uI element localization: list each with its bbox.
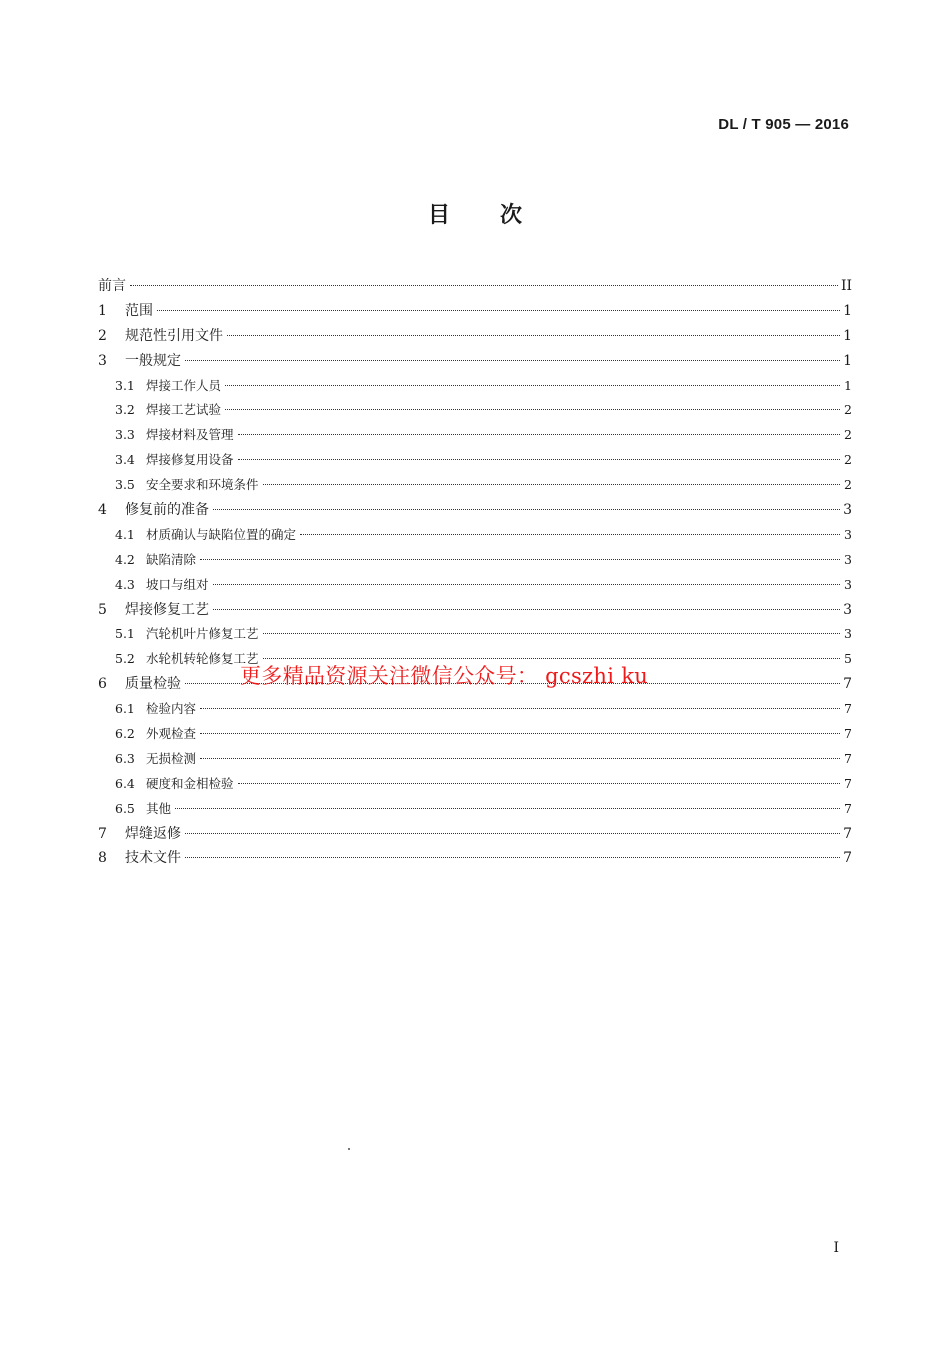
toc-subsection-entry[interactable]	[98, 374, 852, 399]
toc-entry-number: 6.3	[115, 750, 135, 766]
toc-entry-number: 6	[98, 676, 107, 693]
page-title: 目次	[427, 203, 572, 228]
dot-leader	[157, 310, 840, 311]
watermark-text: 更多精品资源关注微信公众号： gcszhi ku	[240, 664, 649, 688]
toc-subsection-entry[interactable]	[98, 722, 852, 747]
toc-entry-label: 坡口与组对	[146, 576, 209, 592]
toc-entry-number: 6.2	[115, 726, 135, 742]
toc-entry-page: 3	[844, 551, 852, 567]
toc-entry-page: II	[840, 278, 852, 294]
toc-entry-label: 一般规定	[125, 352, 181, 369]
toc-entry-page: 7	[843, 850, 852, 867]
toc-entry-label: 无损检测	[146, 750, 197, 766]
toc-entry-page: 7	[844, 726, 852, 742]
dot-leader	[225, 385, 840, 386]
toc-entry-label: 外观检查	[146, 726, 197, 742]
toc-entry-page: 3	[844, 576, 852, 592]
toc-entry-number: 5.1	[115, 626, 135, 642]
page-number: I	[833, 1240, 839, 1256]
stray-dot	[348, 1148, 350, 1150]
toc-entry-page: 1	[844, 377, 852, 393]
toc-entry-number: 6.1	[115, 701, 135, 717]
toc-entry-label: 焊接修复工艺	[125, 601, 209, 618]
toc-entry-page: 5	[844, 651, 852, 667]
toc-entry-label: 质量检验	[125, 676, 181, 693]
toc-entry-page: 1	[843, 352, 852, 369]
toc-entry-label: 安全要求和环境条件	[146, 477, 259, 493]
toc-subsection-entry[interactable]	[98, 697, 852, 722]
toc-subsection-entry[interactable]	[98, 523, 852, 548]
toc-entry-page: 3	[844, 526, 852, 542]
dot-leader	[225, 409, 840, 410]
toc-entry-number: 2	[98, 327, 107, 344]
toc-entry-page: 2	[844, 452, 852, 468]
toc-entry-label: 焊接工作人员	[146, 377, 222, 393]
toc-entry-label: 焊接工艺试验	[146, 402, 222, 418]
toc-entry-page: 7	[844, 750, 852, 766]
dot-leader	[200, 559, 840, 560]
dot-leader	[213, 609, 840, 610]
toc-entry-page: 7	[844, 800, 852, 816]
toc-entry-page: 7	[843, 676, 852, 693]
toc-subsection-entry[interactable]	[98, 622, 852, 647]
toc-entry-page: 3	[843, 502, 852, 519]
toc-subsection-entry[interactable]	[98, 548, 852, 573]
dot-leader	[238, 434, 840, 435]
toc-entry-number: 5	[98, 601, 107, 618]
toc-section-entry[interactable]	[98, 598, 852, 623]
dot-leader	[300, 534, 840, 535]
toc-section-entry[interactable]	[98, 498, 852, 523]
dot-leader	[175, 808, 840, 809]
toc-entry-label: 检验内容	[146, 701, 197, 717]
toc-entry-label: 其他	[146, 800, 172, 816]
toc-subsection-entry[interactable]	[98, 797, 852, 822]
toc-section-entry[interactable]	[98, 822, 852, 847]
dot-leader	[213, 584, 840, 585]
dot-leader	[200, 733, 840, 734]
document-code: DL / T 905 — 2016	[718, 116, 849, 133]
toc-entry-page: 1	[843, 327, 852, 344]
dot-leader	[185, 833, 840, 834]
toc-entry-label: 范围	[125, 302, 153, 319]
toc-entry-number: 3.3	[115, 427, 135, 443]
toc-entry-number: 4.3	[115, 576, 135, 592]
dot-leader	[238, 783, 840, 784]
toc-subsection-entry[interactable]	[98, 473, 852, 498]
toc-entry-number: 3	[98, 352, 107, 369]
toc-section-entry[interactable]	[98, 846, 852, 871]
toc-entry-label: 焊接修复用设备	[146, 452, 234, 468]
toc-entry-label: 规范性引用文件	[125, 327, 223, 344]
toc-entry-number: 5.2	[115, 651, 135, 667]
toc-entry-number: 3.1	[115, 377, 135, 393]
toc-entry-page: 3	[843, 601, 852, 618]
toc-section-entry[interactable]	[98, 299, 852, 324]
toc-subsection-entry[interactable]	[98, 573, 852, 598]
dot-leader	[238, 459, 840, 460]
dot-leader	[213, 509, 840, 510]
toc-entry-number: 7	[98, 825, 107, 842]
toc-section-entry[interactable]	[98, 349, 852, 374]
dot-leader	[185, 857, 840, 858]
dot-leader	[200, 758, 840, 759]
toc-entry-page: 7	[844, 701, 852, 717]
toc-entry-label: 修复前的准备	[125, 502, 209, 519]
toc-entry-page: 2	[844, 477, 852, 493]
toc-entry-page: 3	[844, 626, 852, 642]
toc-entry-number: 4.2	[115, 551, 135, 567]
toc-entry-label: 材质确认与缺陷位置的确定	[146, 526, 297, 542]
toc-entry-number: 1	[98, 302, 107, 319]
toc-section-entry[interactable]	[98, 324, 852, 349]
toc-entry-page: 1	[843, 302, 852, 319]
toc-entry-page: 7	[844, 775, 852, 791]
dot-leader	[200, 708, 840, 709]
dot-leader	[263, 633, 840, 634]
toc-subsection-entry[interactable]	[98, 423, 852, 448]
toc-subsection-entry[interactable]	[98, 772, 852, 797]
toc-entry-number: 3.5	[115, 477, 135, 493]
toc-entry-label: 汽轮机叶片修复工艺	[146, 626, 259, 642]
toc-entry-number: 6.5	[115, 800, 135, 816]
toc-entry-label: 缺陷清除	[146, 551, 197, 567]
toc-entry-page: 7	[843, 825, 852, 842]
toc-entry-page: 2	[844, 402, 852, 418]
toc-subsection-entry[interactable]	[98, 448, 852, 473]
toc-entry-number: 3.4	[115, 452, 135, 468]
dot-leader	[263, 484, 840, 485]
toc-entry-label: 技术文件	[125, 850, 181, 867]
toc-subsection-entry[interactable]	[98, 747, 852, 772]
toc-section-entry[interactable]	[98, 274, 852, 299]
dot-leader	[227, 335, 840, 336]
dot-leader	[185, 360, 840, 361]
toc-entry-label: 前言	[98, 278, 126, 294]
toc-entry-label: 硬度和金相检验	[146, 775, 234, 791]
table-of-contents	[98, 274, 852, 871]
toc-entry-number: 3.2	[115, 402, 135, 418]
toc-subsection-entry[interactable]	[98, 398, 852, 423]
toc-entry-number: 4.1	[115, 526, 135, 542]
toc-entry-number: 6.4	[115, 775, 135, 791]
toc-entry-number: 8	[98, 850, 107, 867]
dot-leader	[130, 285, 838, 286]
toc-entry-label: 焊缝返修	[125, 825, 181, 842]
toc-entry-number: 4	[98, 502, 107, 519]
toc-entry-label: 焊接材料及管理	[146, 427, 234, 443]
toc-entry-label: 水轮机转轮修复工艺	[146, 651, 259, 667]
toc-entry-page: 2	[844, 427, 852, 443]
